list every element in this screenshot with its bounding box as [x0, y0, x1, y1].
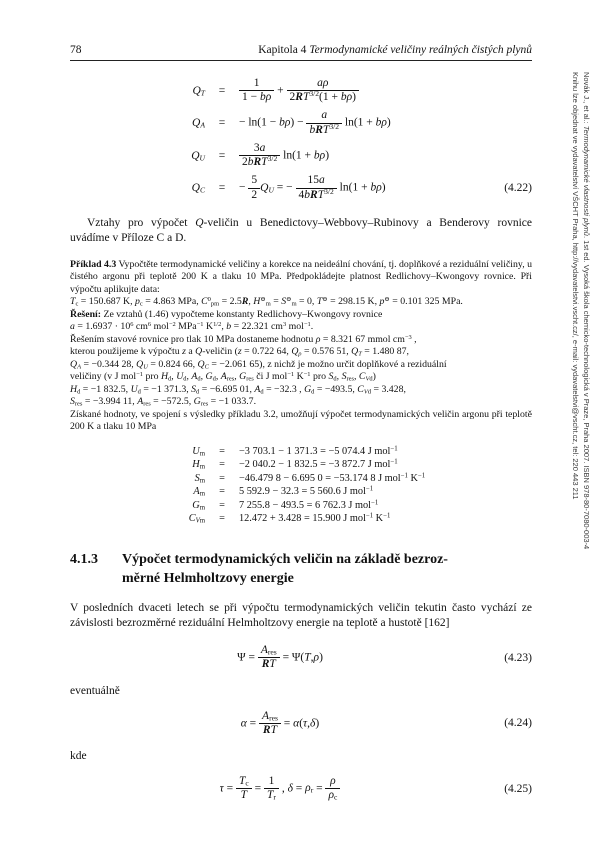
equation-424 [70, 710, 532, 737]
section-number: 4.1.3 [70, 552, 98, 568]
equation-qu-rhs: $\frac{3a}{2bRT^{3/2}}$ ln(1 + bρ) [239, 142, 329, 169]
result-am [70, 486, 532, 497]
equation-423-body: Ψ = $\frac{\text{Ares}}{RT}$ = Ψ(T,ρ) [237, 644, 323, 671]
equals-sign: = [219, 459, 225, 471]
equation-qt-rhs: $\frac{1}{1 - b\rho}$ + $\frac{a\rho}{2RT^{3/2}(1 + b\rho)}$ [239, 77, 359, 104]
equation-number-425: (4.25) [504, 782, 532, 795]
section-title-line-1: Výpočet termodynamických veličin na základě bezroz- [122, 552, 448, 568]
equation-425 [70, 775, 532, 802]
example-values-line-1: Hd = −1 832.5, Ud = −1 371.3, Sd = −6.695 01, Ad = −32.3 , Gd = −493.5, CVd = 3.428, [70, 383, 406, 396]
ordering-info-line: Knihu lze objednat ve vydavatelství VŠCHT Praha, http://vydavatelstvi.vscht.cz/, e-mail: vydavatelstvi@vscht.cz, tel: 220 443 211 [571, 72, 580, 500]
result-am-lhs: Am [193, 486, 205, 498]
example-constants-line: $a = 1.6937 \cdot 10^6$ $cm^6$ mol$^{-2}$ MPa$^{-1}$ $K^{1/2}$, b = 22.321 $cm^3$ mol$^{-1}$. [70, 321, 314, 333]
results-equation-block [70, 446, 532, 525]
equation-425-body: τ = $\frac{Tc}{T}$ = $\frac{1}{Tr}$ , δ = ρr = $\frac{\rho}{\rho c}$ [70, 775, 490, 802]
example-closing-line: Získané hodnoty, ve spojení s výsledky příkladu 3.2, umožňují výpočet termodynamických veličin argonu při teplotě 200 K a tlaku 10 MPa [70, 408, 532, 433]
result-sm-rhs: −46.479 8 − 6.695 0 = −53.174 8 J mol$^{-1}$ $K^{-1}$ [239, 472, 426, 484]
result-sm-lhs: Sm [194, 472, 205, 485]
chapter-label: Kapitola 4 [258, 44, 310, 56]
equals-sign: = [219, 513, 225, 525]
equation-qa-lhs: QA [192, 117, 205, 130]
equation-qc-rhs: − $\frac{5}{2}$ QU = − $\frac{15a}{4bRT^{3/2}}$ ln(1 + bρ) [239, 174, 386, 201]
result-hm [70, 459, 532, 470]
equation-qt [70, 77, 532, 104]
result-hm-lhs: Hm [192, 459, 205, 471]
example-values-line-2: Sres = −3.994 11, Ares = −572.5, Gres = −1 033.7. [70, 396, 257, 408]
chapter-header [258, 44, 532, 56]
paragraph-q-velicin: Vztahy pro výpočet Q-veličin u Benedictovy–Webbovy–Rubinovy a Benderovy rovnice uvádíme v Příloze C a D. [70, 216, 532, 244]
page-number: 78 [70, 44, 82, 56]
equals-sign: = [218, 117, 226, 130]
connector-eventualne: eventuálně [70, 684, 120, 697]
result-gm [70, 500, 532, 511]
section-heading-4-1-3 [70, 550, 532, 588]
citation-line: Novák J., et al.: Termodynamické vlastnosti plynů. 1st ed. Vysoká škola chemicko-technologická v Praze, Praha 2007. ISBN 978-80-7080-003-4 [582, 72, 591, 550]
result-am-rhs: 5 592.9 − 32.3 = 5 560.6 J mol$^{-1}$ [239, 485, 374, 498]
chapter-title: Termodynamické veličiny reálných čistých plynů [309, 44, 532, 56]
equation-qc [70, 174, 532, 201]
result-cvm [70, 513, 532, 524]
example-qvalues-line-1: kterou použijeme k výpočtu z a Q-veličin (z = 0.722 64, Qρ = 0.576 51, QT = 1.480 87, [70, 346, 409, 358]
equation-number-423: (4.23) [504, 651, 532, 664]
equation-block-422 [70, 77, 532, 202]
example-units-line: veličiny (v J mol$^{-1}$ pro Hd, Ud, Ad, Gd, Ares, Gres či J mol$^{-1}$ $K^{-1}$ pro Sd, Sres, CVd) [70, 371, 376, 383]
book-citation-sidebar [570, 72, 592, 617]
equals-sign: = [218, 84, 226, 97]
paragraph-helmholtz-intro: V posledních dvaceti letech se při výpočtu termodynamických veličin tekutin často vychází ze závislosti bezrozměrné reziduální Helmholtzovy energie na teplotě a hustotě [162] [70, 602, 532, 630]
equation-423 [70, 644, 532, 671]
equation-number-424: (4.24) [504, 717, 532, 730]
result-cvm-rhs: 12.472 + 3.428 = 15.900 J mol$^{-1}$ $K^{-1}$ [239, 512, 391, 525]
result-um-rhs: −3 703.1 − 1 371.3 = −5 074.4 J mol$^{-1}$ [239, 445, 398, 457]
page-content [70, 44, 532, 816]
result-gm-lhs: Gm [192, 499, 205, 512]
equals-sign: = [219, 486, 225, 498]
section-title [122, 550, 448, 588]
example-4-3-block [70, 259, 532, 434]
equation-424-body: α = $\frac{\text{Ares}}{RT}$ = α(τ,δ) [240, 709, 320, 736]
page-header [70, 44, 532, 61]
equation-qa-rhs: − ln(1 − bρ) − $\frac{a}{bRT^{3/2}}$ ln(1 + bρ) [239, 109, 391, 136]
equation-qt-lhs: QT [192, 84, 205, 98]
equation-qu-lhs: QU [191, 149, 205, 163]
equals-sign: = [219, 472, 225, 484]
connector-kde: kde [70, 750, 87, 763]
equals-sign: = [218, 182, 226, 195]
example-solution-line: Řešení: Ze vztahů (1.46) vypočteme konstanty Redlichovy–Kwongovy rovnice [70, 308, 383, 320]
example-intro: Příklad 4.3 Vypočtěte termodynamické veličiny a korekce na neideální chování, tj. doplňkové a reziduální veličiny, u čistého argonu při teplotě 200 K a tlaku 10 MPa. Předpokládejte platnost Redlichovy–Kwongovy rovnice. Při výpočtu aplikujte data: [70, 258, 532, 295]
equation-qu [70, 142, 532, 169]
result-gm-rhs: 7 255.8 − 493.5 = 6 762.3 J mol$^{-1}$ [239, 499, 379, 511]
example-data-line: Tc = 150.687 K, pc = 4.863 MPa, $C^0pm = 2.5R$, H⊖m = S⊖m = 0, T⊖ = 298.15 K, p⊖ = 0.101 325 MPa. [70, 296, 463, 308]
example-qvalues-line-2: QA = −0.344 28, QU = 0.824 66, QC = −2.061 65), z nichž je možno určit doplňkové a reziduální [70, 358, 447, 371]
result-hm-rhs: −2 040.2 − 1 832.5 = −3 872.7 J mol$^{-1}$ [239, 458, 398, 471]
section-title-line-2: měrné Helmholtzovy energie [122, 571, 294, 587]
equation-qc-lhs: QC [191, 182, 205, 195]
example-density-line: Řešením stavové rovnice pro tlak 10 MPa dostaneme hodnotu ρ = 8.321 67 mmol $cm^{-3}$ , [70, 333, 417, 345]
result-cvm-lhs: CVm [188, 513, 205, 525]
equals-sign: = [219, 499, 225, 511]
equals-sign: = [218, 149, 226, 162]
result-sm [70, 473, 532, 484]
result-um [70, 446, 532, 457]
result-um-lhs: Um [192, 445, 205, 458]
equals-sign: = [219, 445, 225, 457]
equation-qa [70, 109, 532, 136]
equation-number-422: (4.22) [504, 182, 532, 195]
